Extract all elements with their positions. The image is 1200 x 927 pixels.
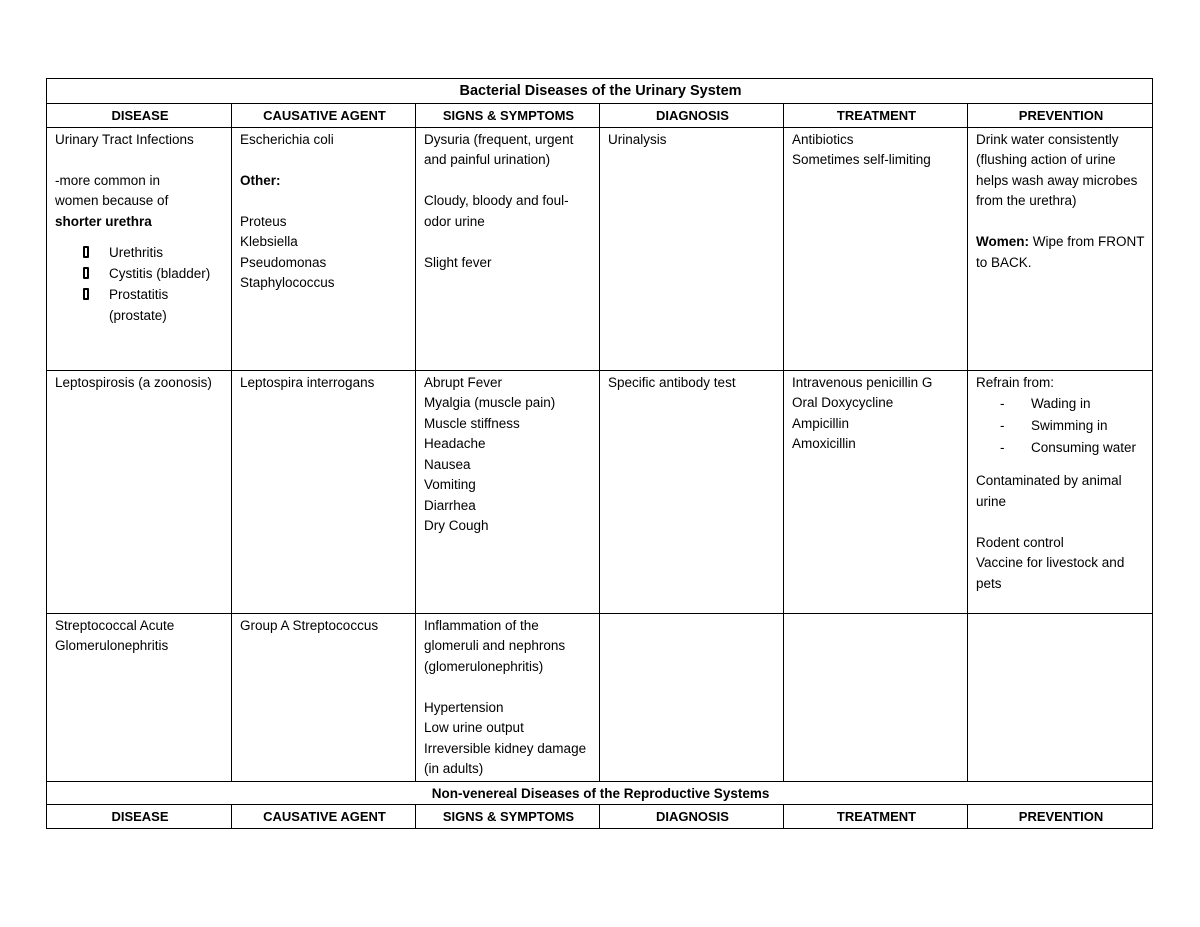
table-row [47,370,1153,613]
header-diagnosis: DIAGNOSIS [600,104,784,128]
signs-cell [416,127,600,370]
header-row-reproductive [47,805,1153,829]
causative-agent-cell [232,127,416,370]
list-item: - Swimming in [1000,418,1108,433]
sign-text: Slight fever [424,254,492,270]
prevention-refrain: Refrain from: [976,374,1055,390]
header-prevention: PREVENTION [968,805,1153,829]
agent-other: Staphylococcus [240,275,335,290]
signs-cell [416,613,600,781]
disease-cell [47,613,232,781]
diagnosis-cell [600,127,784,370]
treatment-item: Oral Doxycycline [792,395,894,410]
refrain-list [976,393,1146,459]
treatment-item: Sometimes self-limiting [792,152,931,167]
section-title-urinary: Bacterial Diseases of the Urinary System [47,79,1153,104]
sign-text: Inflammation of the glomeruli and nephrons (glomerulonephritis) [424,617,566,674]
disease-note-bold: shorter urethra [55,213,152,229]
header-row-urinary [47,104,1153,128]
disease-name: Urinary Tract Infections [55,131,194,147]
disease-cell [47,127,232,370]
agent-primary: Group A Streptococcus [240,617,379,633]
prevention-cell [968,613,1153,781]
prevention-cell [968,127,1153,370]
treatment-item: Ampicillin [792,415,850,431]
sign-item: Headache [424,436,486,451]
header-signs-symptoms: SIGNS & SYMPTOMS [416,104,600,128]
prevention-women: Women: Wipe from FRONT to BACK. [976,234,1145,270]
disease-type-list [55,242,225,326]
prevention-text: Drink water consistently (flushing action of urine helps wash away microbes from the urethra) [976,131,1138,208]
sign-item: Vomiting [424,477,476,492]
prevention-text: Contaminated by animal urine [976,473,1122,509]
sign-item: Muscle stiffness [424,415,520,431]
header-prevention: PREVENTION [968,104,1153,128]
agent-other: Proteus [240,213,287,229]
treatment-cell [784,370,968,613]
diagnosis-cell [600,613,784,781]
sign-item: Nausea [424,456,471,472]
list-item: Prostatitis (prostate) [81,284,225,326]
signs-cell [416,370,600,613]
agent-primary: Escherichia coli [240,131,334,147]
sign-item: Low urine output [424,720,524,735]
diseases-table [46,78,1153,829]
square-bullet-icon [83,246,89,258]
diagnosis-text: Urinalysis [608,131,667,147]
prevention-text: Vaccine for livestock and pets [976,555,1125,591]
header-treatment: TREATMENT [784,805,968,829]
treatment-item: Antibiotics [792,131,854,147]
agent-primary: Leptospira interrogans [240,374,375,390]
diagnosis-text: Specific antibody test [608,374,736,390]
section-title-reproductive: Non-venereal Diseases of the Reproductive Systems [47,781,1153,805]
disease-note: -more common in [55,172,161,188]
sign-item: Myalgia (muscle pain) [424,395,556,410]
list-item: Cystitis (bladder) [81,263,225,284]
sign-item: Abrupt Fever [424,374,503,390]
list-item: - Wading in [1000,396,1091,411]
disease-cell [47,370,232,613]
header-disease: DISEASE [47,805,232,829]
sign-item: Diarrhea [424,497,476,513]
sign-text: Dysuria (frequent, urgent and painful urination) [424,131,574,167]
sign-item: Dry Cough [424,518,489,533]
treatment-item: Amoxicillin [792,436,856,451]
treatment-cell [784,127,968,370]
header-disease: DISEASE [47,104,232,128]
list-item: - Consuming water [1000,440,1137,455]
causative-agent-cell [232,370,416,613]
treatment-item: Intravenous penicillin G [792,374,933,390]
header-causative-agent: CAUSATIVE AGENT [232,104,416,128]
agent-other: Klebsiella [240,234,298,249]
sign-text: Cloudy, bloody and foul-odor urine [424,193,569,229]
list-item: Urethritis [81,242,225,263]
header-treatment: TREATMENT [784,104,968,128]
prevention-text: Rodent control [976,534,1064,550]
sign-item: Hypertension [424,699,504,715]
header-causative-agent: CAUSATIVE AGENT [232,805,416,829]
disease-note: women because of [55,193,169,208]
prevention-cell [968,370,1153,613]
header-diagnosis: DIAGNOSIS [600,805,784,829]
agent-other-label: Other: [240,172,281,188]
table-row [47,613,1153,781]
treatment-cell [784,613,968,781]
agent-other: Pseudomonas [240,254,327,270]
diagnosis-cell [600,370,784,613]
causative-agent-cell [232,613,416,781]
disease-name: Streptococcal Acute Glomerulonephritis [55,617,175,653]
table-row [47,127,1153,370]
sign-item: Irreversible kidney damage (in adults) [424,740,587,776]
header-signs-symptoms: SIGNS & SYMPTOMS [416,805,600,829]
square-bullet-icon [83,288,89,300]
disease-name: Leptospirosis (a zoonosis) [55,374,212,390]
square-bullet-icon [83,267,89,279]
